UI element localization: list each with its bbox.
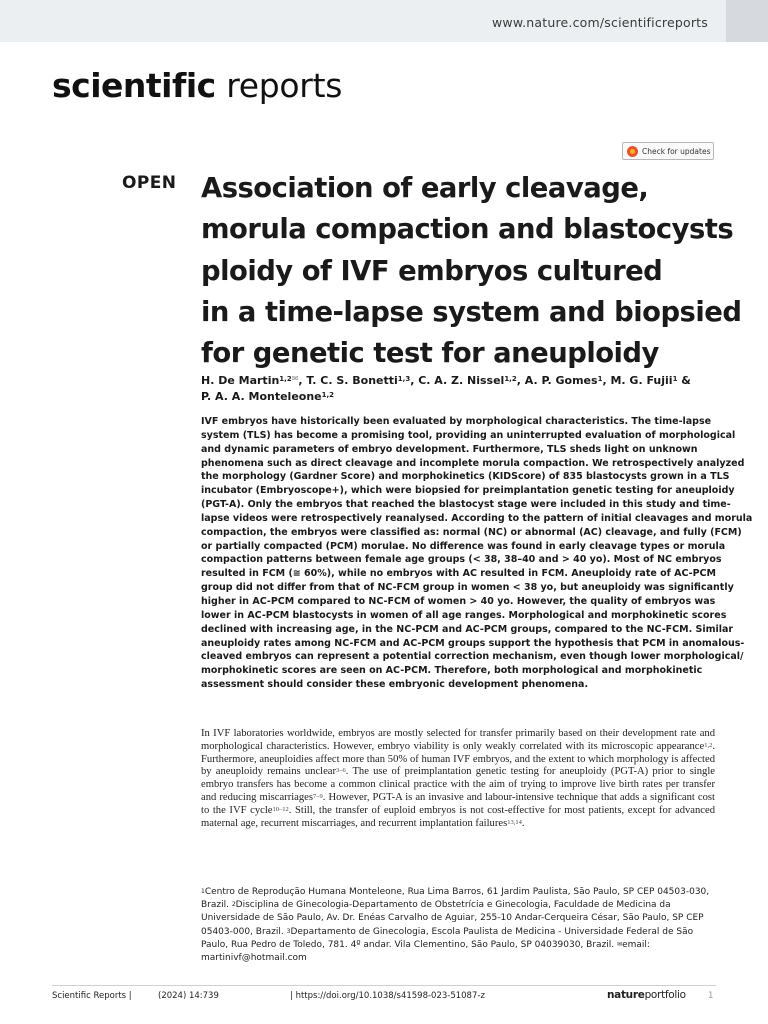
author-name[interactable]: A. P. Gomes bbox=[524, 374, 598, 387]
abstract-line: cleaved embryos can represent a potential correction mechanism, even though lower morphological/ bbox=[201, 651, 744, 663]
abstract-line: lapse videos were retrospectively reanalysed. According to the pattern of initial cleavages and morula bbox=[201, 512, 753, 524]
page-number: 1 bbox=[708, 991, 714, 1001]
affiliation-text: Centro de Reprodução Humana Monteleone, Rua Lima Barros, 61 Jardim Paulista, São Paulo, SP CEP 04503-030, Brazil. bbox=[201, 887, 710, 911]
title-line: in a time-lapse system and biopsied bbox=[201, 296, 742, 328]
body-text-run: . The use of preimplantation genetic testing for aneuploidy (PGT-A) prior to single embryo transfers has become a common clinical practice with the aim of trying to improve live birth rates per transfer and reducing miscarriages bbox=[201, 766, 715, 803]
abstract-line: incubator (Embryoscope+), which were biopsied for preimplantation genetic testing for aneuploidy bbox=[201, 485, 735, 497]
title-line: for genetic test for aneuploidy bbox=[201, 338, 659, 370]
author-affiliation-sup: 1,3 bbox=[397, 375, 411, 383]
author-affiliation-sup: 1,2 bbox=[504, 375, 517, 383]
journal-logo-bold: scientific bbox=[52, 66, 216, 105]
publisher-logo-light: portfolio bbox=[644, 989, 686, 1001]
abstract-line: or partially compacted (PCM) morulae. No difference was found in early cleavage types or morula bbox=[201, 540, 726, 552]
check-for-updates-button[interactable] bbox=[622, 142, 714, 160]
body-text-run: In IVF laboratories worldwide, embryos are mostly selected for transfer primarily based on their development rate and morphological characteristics. However, embryo viability is only weakly correlated with its microscopic appearance bbox=[201, 728, 715, 752]
title-line: Association of early cleavage, bbox=[201, 173, 649, 204]
abstract-line: resulted in FCM (≅ 60%), while no embryos with AC resulted in FCM. Aneuploidy rate of AC-PCM bbox=[201, 568, 716, 580]
title-line: ploidy of IVF embryos cultured bbox=[201, 255, 663, 287]
article-title bbox=[201, 168, 742, 374]
top-header-band bbox=[0, 0, 768, 42]
abstract-line: higher in AC-PCM compared to NC-FCM of women > 40 yo. However, the quality of embryos was bbox=[201, 595, 716, 607]
body-text-run: . Still, the transfer of euploid embryos is not cost-effective for most patients, except for advanced maternal age, recurrent miscarriages, and recurrent implantation failures bbox=[201, 804, 715, 829]
corresponding-author-icon[interactable]: ✉ bbox=[291, 374, 299, 383]
publisher-logo-bold: nature bbox=[607, 989, 645, 1001]
author-list bbox=[201, 373, 721, 405]
abstract-line: aneuploidy rates among NC-FCM and AC-PCM groups support the hypothesis that PCM in anomalous- bbox=[201, 637, 745, 649]
body-text-run: . However, PGT-A is an invasive and labour-intensive technique that adds a significant cost to the IVF cycle bbox=[201, 791, 715, 816]
citation-ref[interactable]: 10–12 bbox=[272, 805, 289, 813]
crossmark-icon bbox=[627, 146, 638, 157]
affiliation-marker[interactable]: ✉ bbox=[617, 940, 623, 948]
author-separator: , bbox=[298, 374, 307, 387]
author-name[interactable]: M. G. Fujii bbox=[610, 374, 673, 387]
affiliation-text: Departamento de Ginecologia, Escola Paulista de Medicina - Universidade Federal de São Paulo, Rua Pedro de Toledo, 781. 4º andar. Vila Clementino, São Paulo, SP 04039030, Brazil. bbox=[201, 926, 694, 950]
body-text-run: . Furthermore, aneuploidies affect more than 50% of human IVF embryos, and the extent to which morphology is affected by aneuploidy remains unclear bbox=[201, 740, 715, 778]
abstract bbox=[201, 415, 753, 692]
author-affiliation-sup: 1,2 bbox=[321, 391, 335, 399]
intro-paragraph bbox=[201, 728, 715, 830]
footer-journal: Scientific Reports | bbox=[52, 991, 132, 1001]
author-name[interactable]: P. A. A. Monteleone bbox=[201, 390, 322, 403]
abstract-line: IVF embryos have historically been evaluated by morphological characteristics. The time-lapse bbox=[201, 416, 712, 427]
author-affiliation-sup: 1,2 bbox=[279, 375, 292, 383]
abstract-line: assessment should consider these embryonic development phenomena. bbox=[201, 679, 589, 691]
abstract-line: system (TLS) has become a promising tool, providing an uninterrupted evaluation of morphological bbox=[201, 429, 736, 441]
title-line: morula compaction and blastocysts bbox=[201, 214, 734, 246]
abstract-line: and dynamic parameters of embryo development. Furthermore, TLS sheds light on unknown bbox=[201, 443, 698, 455]
author-affiliation-sup: 1 bbox=[597, 375, 603, 383]
author-name[interactable]: T. C. S. Bonetti bbox=[306, 374, 398, 387]
abstract-line: compaction, the embryos were classified as: normal (NC) or abnormal (AC) cleavage, and fully (FCM) bbox=[201, 526, 742, 538]
footer-year-volume: (2024) 14:739 bbox=[158, 991, 219, 1001]
author-name[interactable]: C. A. Z. Nissel bbox=[418, 374, 505, 387]
author-separator: & bbox=[677, 374, 691, 387]
affiliation-text: email: martinivf@hotmail.com bbox=[201, 939, 650, 964]
footer-divider bbox=[52, 985, 716, 986]
citation-ref[interactable]: 7–9 bbox=[313, 792, 323, 800]
author-separator: , bbox=[602, 374, 611, 387]
author-separator: , bbox=[516, 374, 525, 387]
abstract-line: compaction patterns between female age groups (< 38, 38–40 and > 40 yo). Most of NC embryos bbox=[201, 554, 722, 566]
citation-ref[interactable]: 13,14 bbox=[507, 818, 522, 826]
publisher-logo bbox=[607, 989, 686, 1001]
journal-logo-light: reports bbox=[226, 66, 343, 105]
abstract-line: morphokinetic scores are seen on AC-PCM. Therefore, both morphological and morphokinetic bbox=[201, 665, 703, 677]
open-access-label: OPEN bbox=[122, 173, 177, 193]
abstract-line: (PGT-A). Only the embryos that reached the blastocyst stage were included in this study and time- bbox=[201, 499, 731, 511]
abstract-line: lower in AC-PCM blastocysts in women of all age ranges. Morphological and morphokinetic scores bbox=[201, 609, 727, 621]
journal-logo bbox=[52, 66, 342, 105]
abstract-line: the morphology (Gardner Score) and morphokinetics (KIDScore) of 835 blastocysts grown in a TLS bbox=[201, 471, 730, 483]
affiliation-marker[interactable]: 2 bbox=[231, 901, 236, 909]
affiliation-marker[interactable]: 1 bbox=[201, 888, 205, 895]
affiliation-text: Disciplina de Ginecologia-Departamento de Obstetrícia e Ginecologia, Faculdade de Medicina da Universidade de São Paulo, Av. Dr. Enéas Carvalho de Aguiar, 255-10 Andar-Cerqueira César, São Paulo, SP CEP 05403-000, Brazil. bbox=[201, 900, 704, 937]
author-affiliation-sup: 1 bbox=[672, 375, 678, 383]
abstract-line: phenomena such as direct cleavage and incomplete morula compaction. We retrospectively analyzed bbox=[201, 457, 745, 469]
citation-ref[interactable]: 3–6 bbox=[336, 767, 346, 775]
abstract-line: group did not differ from that of NC-FCM group in women < 38 yo, but aneuploidy was significantly bbox=[201, 582, 734, 594]
affiliation-marker[interactable]: 3 bbox=[286, 927, 291, 935]
check-for-updates-label: Check for updates bbox=[642, 146, 711, 156]
affiliations-footnote bbox=[201, 886, 715, 965]
author-name[interactable]: H. De Martin bbox=[201, 374, 280, 387]
site-url-link[interactable]: www.nature.com/scientificreports bbox=[491, 15, 708, 30]
body-text-run: . bbox=[521, 817, 525, 829]
header-corner-tab bbox=[726, 0, 768, 42]
abstract-line: declined with increasing age, in the NC-PCM and AC-PCM groups, compared to the NC-FCM. Similar bbox=[201, 623, 734, 635]
footer-doi-link[interactable]: | https://doi.org/10.1038/s41598-023-51087-z bbox=[290, 991, 485, 1001]
citation-ref[interactable]: 1,2 bbox=[704, 741, 713, 749]
author-separator: , bbox=[410, 374, 419, 387]
